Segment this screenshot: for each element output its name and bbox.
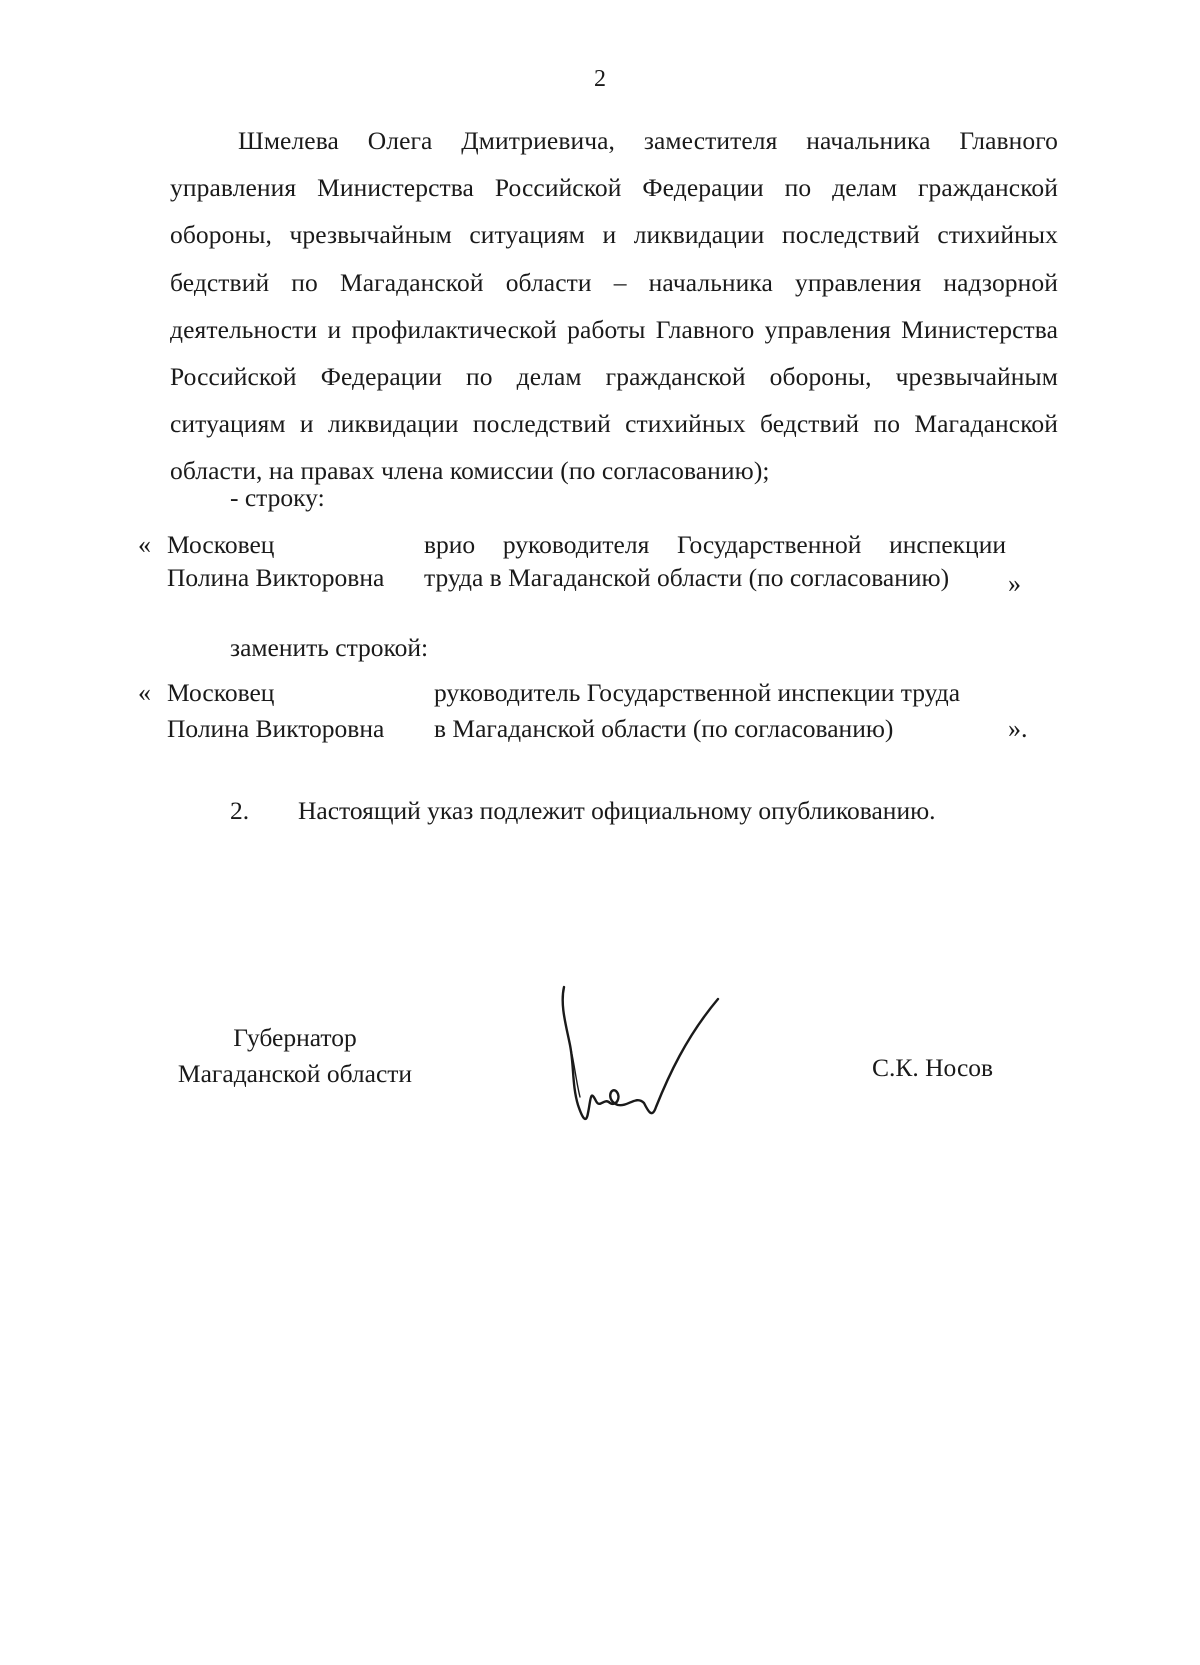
line-label: - строку:	[230, 483, 325, 512]
new-entry-open-quote: «	[138, 678, 151, 707]
signatory-title-line1: Губернатор	[233, 1023, 357, 1052]
old-entry-open-quote: «	[138, 530, 151, 559]
item2-number: 2.	[230, 796, 250, 825]
old-entry-name-line2: Полина Викторовна	[167, 563, 385, 592]
new-entry-name-line2: Полина Викторовна	[167, 714, 385, 743]
replace-label: заменить строкой:	[230, 633, 429, 662]
signatory-title-line2: Магаданской области	[177, 1059, 413, 1088]
signatory-title	[170, 1020, 420, 1092]
handwritten-signature	[560, 985, 730, 1130]
new-entry-close-quote: ».	[1008, 714, 1028, 743]
old-entry-desc-line1: врио руководителя Государственной инспекции	[424, 530, 1006, 559]
old-entry-desc-line2: труда в Магаданской области (по согласованию)	[424, 563, 950, 592]
page-number: 2	[594, 66, 606, 92]
old-entry-close-quote: »	[1008, 569, 1021, 598]
new-entry-name-line1: Московец	[167, 678, 275, 707]
item2-text: Настоящий указ подлежит официальному опубликованию.	[298, 796, 936, 825]
old-entry-name-line1: Московец	[167, 530, 275, 559]
new-entry-desc-line1: руководитель Государственной инспекции труда	[434, 678, 961, 707]
main-paragraph: Шмелева Олега Дмитриевича, заместителя начальника Главного управления Министерства Российской Федерации по делам гражданской обороны, чрезвычайным ситуациям и ликвидации последствий стихийных бедствий по Магаданской области – начальника управления надзорной деятельности и профилактической работы Главного управления Министерства Российской Федерации по делам гражданской обороны, чрезвычайным ситуациям и ликвидации последствий стихийных бедствий по Магаданской области, на правах члена комиссии (по согласованию);	[170, 126, 1058, 486]
signatory-name: С.К. Носов	[872, 1053, 994, 1082]
new-entry-desc-line2: в Магаданской области (по согласованию)	[434, 714, 894, 743]
